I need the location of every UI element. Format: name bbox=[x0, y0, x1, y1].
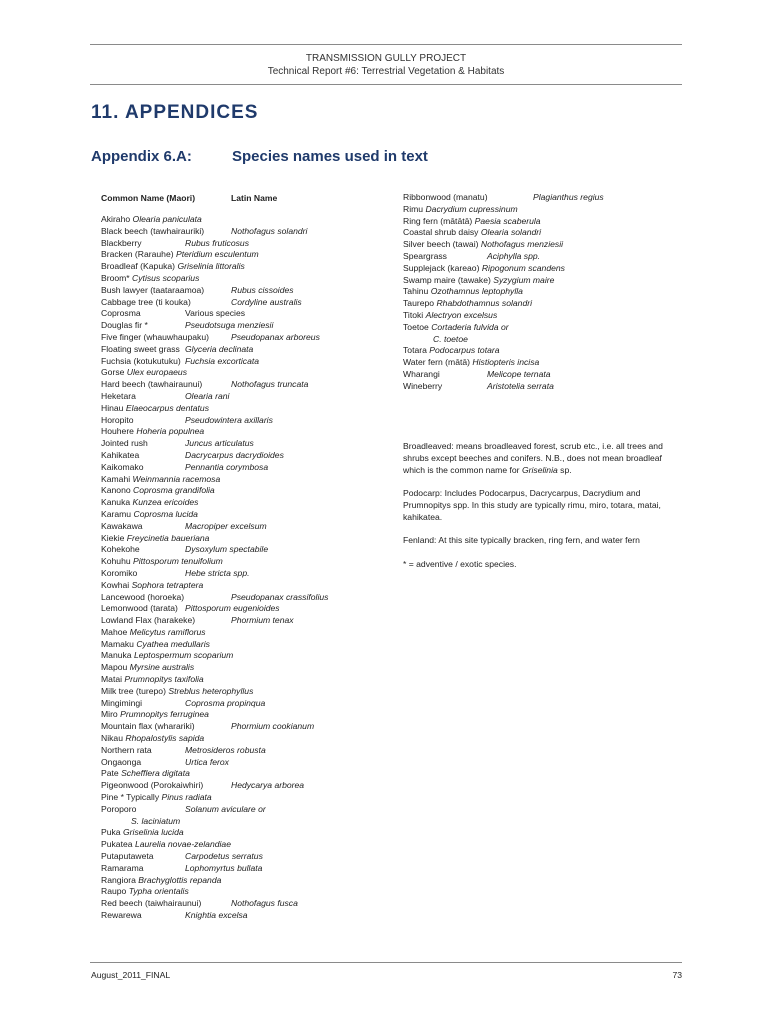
species-row bbox=[101, 615, 381, 627]
species-row bbox=[101, 686, 381, 698]
latin-name: Griselinia littoralis bbox=[177, 261, 245, 272]
note-broadleaved: Broadleaved: means broadleaved forest, scrub etc., i.e. all trees and shrubs except beeches and conifers. N.B., does not mean broadleaf which is the common name for Griselinia sp. bbox=[403, 441, 663, 475]
common-name: Puka bbox=[101, 827, 121, 838]
common-name: Blackberry bbox=[101, 237, 142, 248]
common-name: Five finger (whauwhaupaku) bbox=[101, 331, 209, 342]
latin-name: Coprosma propinqua bbox=[185, 697, 266, 708]
common-name: Kamahi bbox=[101, 473, 131, 484]
species-row bbox=[101, 745, 381, 757]
latin-name: Pennantia corymbosa bbox=[185, 461, 269, 472]
common-name: Putaputaweta bbox=[101, 851, 154, 862]
species-row bbox=[403, 216, 683, 228]
species-row bbox=[101, 674, 381, 686]
latin-name: Alectryon excelsus bbox=[425, 309, 498, 320]
common-name: Rimu bbox=[403, 203, 424, 214]
common-name: Horopito bbox=[101, 414, 134, 425]
common-name: Hard beech (tawhairaunui) bbox=[101, 379, 203, 390]
species-row bbox=[101, 627, 381, 639]
common-name: Coprosma bbox=[101, 308, 141, 319]
common-name: Pine * Typically bbox=[101, 792, 160, 803]
latin-name: Dacrycarpus dacrydioides bbox=[185, 449, 284, 460]
species-row bbox=[101, 886, 381, 898]
common-name: Red beech (taiwhairaunui) bbox=[101, 898, 202, 909]
species-row bbox=[101, 698, 381, 710]
common-name: Mamaku bbox=[101, 638, 134, 649]
species-row bbox=[101, 592, 381, 604]
species-row bbox=[403, 334, 683, 346]
latin-name: Cytisus scoparius bbox=[132, 272, 200, 283]
common-name: Kaikomako bbox=[101, 461, 144, 472]
note-adventive: * = adventive / exotic species. bbox=[403, 558, 517, 569]
common-name: Lemonwood (tarata) bbox=[101, 603, 178, 614]
column-header-latin: Latin Name bbox=[231, 193, 278, 203]
latin-name: Nothofagus solandri bbox=[231, 225, 308, 236]
latin-name: Pseudotsuga menziesii bbox=[185, 320, 274, 331]
common-name: Douglas fir * bbox=[101, 320, 148, 331]
common-name: Gorse bbox=[101, 367, 125, 378]
latin-name: Rhopalostylis sapida bbox=[125, 733, 205, 744]
common-name: Pate bbox=[101, 768, 119, 779]
latin-name: Brachyglottis repanda bbox=[138, 874, 222, 885]
latin-name: Sophora tetraptera bbox=[131, 579, 204, 590]
common-name: Kowhai bbox=[101, 579, 130, 590]
latin-name: Olearia paniculata bbox=[132, 214, 202, 224]
common-name: Kanuka bbox=[101, 497, 131, 508]
common-name: Supplejack (kareao) bbox=[403, 262, 480, 273]
column-header-common: Common Name (Maori) bbox=[101, 193, 196, 203]
species-row bbox=[101, 509, 381, 521]
species-row bbox=[101, 580, 381, 592]
species-row bbox=[101, 238, 381, 250]
common-name: Cabbage tree (ti kouka) bbox=[101, 296, 191, 307]
latin-name: Solanum aviculare or bbox=[185, 803, 266, 814]
top-rule bbox=[90, 44, 682, 45]
species-row bbox=[403, 239, 683, 251]
appendix-label: Appendix 6.A: bbox=[91, 148, 192, 165]
common-name: Milk tree (turepo) bbox=[101, 685, 166, 696]
species-row bbox=[403, 298, 683, 310]
common-name: Kohuhu bbox=[101, 556, 131, 567]
common-name: Ring fern (mātātā) bbox=[403, 215, 473, 226]
common-name: Pigeonwood (Porokaiwhiri) bbox=[101, 780, 204, 791]
latin-name: Cortaderia fulvida or bbox=[431, 321, 509, 332]
common-name: Kohekohe bbox=[101, 544, 140, 555]
common-name: Mapou bbox=[101, 662, 128, 673]
latin-name: Glyceria declinata bbox=[185, 343, 254, 354]
latin-name: Plagianthus regius bbox=[533, 192, 604, 202]
species-row bbox=[101, 497, 381, 509]
latin-name: C. toetoe bbox=[433, 333, 468, 344]
latin-name: Pseudowintera axillaris bbox=[185, 414, 273, 425]
species-row bbox=[101, 367, 381, 379]
latin-name: Juncus articulatus bbox=[185, 438, 254, 449]
latin-name: Prumnopitys taxifolia bbox=[124, 674, 204, 685]
latin-name: Hedycarya arborea bbox=[231, 780, 305, 791]
common-name: Silver beech (tawai) bbox=[403, 239, 479, 250]
common-name: Akiraho bbox=[101, 214, 131, 224]
latin-name: Dacrydium cupressinum bbox=[425, 203, 518, 214]
common-name: Lowland Flax (harakeke) bbox=[101, 615, 196, 626]
species-row bbox=[101, 320, 381, 332]
common-name: Wharangi bbox=[403, 368, 440, 379]
latin-name: Rubus cissoides bbox=[231, 284, 294, 295]
common-name: Mountain flax (wharariki) bbox=[101, 721, 195, 732]
latin-name: Phormium tenax bbox=[231, 615, 294, 626]
species-row bbox=[403, 192, 683, 204]
common-name: Fuchsia (kotukutuku) bbox=[101, 355, 181, 366]
species-row bbox=[101, 344, 381, 356]
species-row bbox=[101, 650, 381, 662]
latin-name: Prumnopitys ferruginea bbox=[120, 709, 209, 720]
species-row bbox=[101, 332, 381, 344]
common-name: Titoki bbox=[403, 309, 424, 320]
latin-name: Streblus heterophyllus bbox=[168, 685, 254, 696]
common-name: Mahoe bbox=[101, 626, 128, 637]
species-row bbox=[101, 308, 381, 320]
species-row bbox=[101, 757, 381, 769]
latin-name: Pseudopanax arboreus bbox=[231, 331, 320, 342]
latin-name: Melicope ternata bbox=[487, 368, 551, 379]
common-name: Broadleaf (Kapuka) bbox=[101, 261, 176, 272]
common-name: Tahinu bbox=[403, 286, 429, 297]
species-row bbox=[101, 898, 381, 910]
species-row bbox=[101, 533, 381, 545]
common-name: Water fern (mātā) bbox=[403, 357, 471, 368]
species-row bbox=[101, 662, 381, 674]
species-row bbox=[101, 827, 381, 839]
latin-name: Phormium cookianum bbox=[231, 721, 315, 732]
section-title: 11. APPENDICES bbox=[91, 102, 259, 123]
latin-name: Dysoxylum spectabile bbox=[185, 544, 269, 555]
species-row bbox=[101, 285, 381, 297]
common-name: Speargrass bbox=[403, 250, 447, 261]
latin-name: Urtica ferox bbox=[185, 756, 229, 767]
species-row bbox=[101, 462, 381, 474]
header-report: Technical Report #6: Terrestrial Vegetation & Habitats bbox=[267, 66, 505, 77]
latin-name: Hoheria populnea bbox=[136, 426, 205, 437]
common-name: Ribbonwood (manatu) bbox=[403, 192, 488, 202]
species-row bbox=[101, 415, 381, 427]
species-row bbox=[101, 780, 381, 792]
species-row bbox=[101, 426, 381, 438]
species-row bbox=[101, 379, 381, 391]
species-row bbox=[101, 910, 381, 922]
common-name: Poroporo bbox=[101, 803, 137, 814]
common-name: Rewarewa bbox=[101, 910, 142, 921]
common-name: Pukatea bbox=[101, 839, 133, 850]
common-name: Kiekie bbox=[101, 532, 125, 543]
species-row bbox=[101, 356, 381, 368]
latin-name: Typha orientalis bbox=[128, 886, 189, 897]
species-row bbox=[101, 804, 381, 816]
species-row bbox=[403, 286, 683, 298]
latin-name: Histiopteris incisa bbox=[472, 357, 540, 368]
latin-name: Nothofagus fusca bbox=[231, 898, 298, 909]
common-name: Lancewood (horoeka) bbox=[101, 591, 185, 602]
latin-name: Macropiper excelsum bbox=[185, 520, 267, 531]
common-name: Coastal shrub daisy bbox=[403, 227, 479, 238]
species-row bbox=[403, 381, 683, 393]
common-name: Totara bbox=[403, 345, 427, 356]
species-row bbox=[403, 357, 683, 369]
species-row bbox=[101, 214, 381, 226]
species-row bbox=[403, 345, 683, 357]
latin-name: Syzygium maire bbox=[493, 274, 555, 285]
latin-name: Pinus radiata bbox=[161, 792, 212, 803]
species-row bbox=[101, 273, 381, 285]
latin-name: Pittosporum tenuifolium bbox=[133, 556, 223, 567]
latin-name: Griselinia lucida bbox=[122, 827, 184, 838]
common-name: Ramarama bbox=[101, 862, 144, 873]
common-name: Kahikatea bbox=[101, 449, 140, 460]
species-row bbox=[101, 603, 381, 615]
latin-name: Olearia solandri bbox=[480, 227, 542, 238]
species-row bbox=[101, 474, 381, 486]
common-name: Kawakawa bbox=[101, 520, 143, 531]
latin-name: S. laciniatum bbox=[131, 815, 181, 826]
latin-name: Ripogonum scandens bbox=[481, 262, 565, 273]
common-name: Toetoe bbox=[403, 321, 429, 332]
species-row bbox=[101, 875, 381, 887]
latin-name: Cyathea medullaris bbox=[136, 638, 210, 649]
common-name: Jointed rush bbox=[101, 438, 148, 449]
latin-name: Myrsine australis bbox=[129, 662, 195, 673]
latin-name: Fuchsia excorticata bbox=[185, 355, 260, 366]
common-name: Heketara bbox=[101, 390, 136, 401]
latin-name: Hebe stricta spp. bbox=[185, 567, 250, 578]
appendix-title: Species names used in text bbox=[232, 148, 428, 165]
common-name: Matai bbox=[101, 674, 123, 685]
common-name: Taurepo bbox=[403, 298, 435, 309]
species-row bbox=[101, 450, 381, 462]
common-name: Kanono bbox=[101, 485, 131, 496]
header-rule bbox=[90, 84, 682, 85]
species-row bbox=[101, 839, 381, 851]
note-podocarp: Podocarp: Includes Podocarpus, Dacrycarpus, Dacrydium and Prumnopitys spp. In this study are typically rimu, miro, totara, matai, kahikatea. bbox=[403, 488, 661, 522]
species-row bbox=[101, 733, 381, 745]
latin-name: Rhabdothamnus solandri bbox=[436, 298, 532, 309]
species-row bbox=[403, 369, 683, 381]
species-row bbox=[101, 863, 381, 875]
latin-name: Weinmannia racemosa bbox=[132, 473, 221, 484]
latin-name: Laurelia novae-zelandiae bbox=[134, 839, 231, 850]
latin-name: Aciphylla spp. bbox=[487, 250, 541, 261]
latin-name: Ozothamnus leptophylla bbox=[430, 286, 523, 297]
species-row bbox=[101, 226, 381, 238]
latin-name: Elaeocarpus dentatus bbox=[125, 402, 209, 413]
species-row bbox=[403, 263, 683, 275]
latin-name: Coprosma grandifolia bbox=[133, 485, 215, 496]
footer-rule bbox=[90, 962, 682, 963]
latin-name: Pteridium esculentum bbox=[176, 249, 259, 260]
latin-name: Melicytus ramiflorus bbox=[129, 626, 206, 637]
latin-name: Cordyline australis bbox=[231, 296, 302, 307]
latin-name: Pittosporum eugenioides bbox=[185, 603, 280, 614]
latin-name: Aristotelia serrata bbox=[487, 380, 554, 391]
species-row bbox=[101, 544, 381, 556]
species-row bbox=[101, 568, 381, 580]
species-row bbox=[403, 251, 683, 263]
note-fenland: Fenland: At this site typically bracken, ring fern, and water fern bbox=[403, 535, 640, 546]
common-name: Black beech (tawhairauriki) bbox=[101, 225, 205, 236]
latin-name: Rubus fruticosus bbox=[185, 237, 250, 248]
footer-date: August_2011_FINAL bbox=[91, 970, 171, 980]
common-name: Koromiko bbox=[101, 567, 138, 578]
species-row bbox=[101, 792, 381, 804]
species-row bbox=[101, 721, 381, 733]
common-name: Rangiora bbox=[101, 874, 136, 885]
latin-name: Kunzea ericoides bbox=[132, 497, 199, 508]
latin-name: Various species bbox=[185, 308, 246, 319]
species-row bbox=[101, 639, 381, 651]
common-name: Bush lawyer (taataraamoa) bbox=[101, 284, 205, 295]
latin-name: Olearia rani bbox=[185, 390, 230, 401]
species-row bbox=[403, 310, 683, 322]
latin-name: Knightia excelsa bbox=[185, 910, 248, 921]
latin-name: Lophomyrtus bullata bbox=[185, 862, 263, 873]
common-name: Raupo bbox=[101, 886, 127, 897]
common-name: Swamp maire (tawake) bbox=[403, 274, 491, 285]
species-row bbox=[101, 485, 381, 497]
species-row bbox=[101, 249, 381, 261]
page-number: 73 bbox=[672, 970, 682, 980]
latin-name: Pseudopanax crassifolius bbox=[231, 591, 329, 602]
common-name: Karamu bbox=[101, 508, 132, 519]
species-row bbox=[403, 227, 683, 239]
latin-name: Podocarpus totara bbox=[429, 345, 500, 356]
common-name: Nikau bbox=[101, 733, 123, 744]
species-row bbox=[101, 403, 381, 415]
latin-name: Leptospermum scoparium bbox=[133, 650, 234, 661]
species-row bbox=[403, 322, 683, 334]
latin-name: Schefflera digitata bbox=[121, 768, 190, 779]
latin-name: Metrosideros robusta bbox=[185, 744, 266, 755]
common-name: Manuka bbox=[101, 650, 132, 661]
common-name: Mingimingi bbox=[101, 697, 143, 708]
species-row bbox=[101, 709, 381, 721]
species-row bbox=[101, 556, 381, 568]
latin-name: Nothofagus truncata bbox=[231, 379, 309, 390]
latin-name: Carpodetus serratus bbox=[185, 851, 263, 862]
common-name: Miro bbox=[101, 709, 118, 720]
species-row bbox=[403, 275, 683, 287]
latin-name: Nothofagus menziesii bbox=[480, 239, 564, 250]
species-row bbox=[101, 438, 381, 450]
common-name: Houhere bbox=[101, 426, 134, 437]
species-list-left bbox=[101, 214, 381, 922]
common-name: Wineberry bbox=[403, 380, 443, 391]
species-row bbox=[101, 297, 381, 309]
species-list-right bbox=[403, 192, 683, 393]
species-row bbox=[101, 521, 381, 533]
latin-name: Ulex europaeus bbox=[126, 367, 187, 378]
common-name: Floating sweet grass bbox=[101, 343, 180, 354]
latin-name: Paesia scaberula bbox=[474, 215, 541, 226]
species-row bbox=[403, 204, 683, 216]
latin-name: Freycinetia baueriana bbox=[126, 532, 210, 543]
latin-name: Coprosma lucida bbox=[133, 508, 198, 519]
header-project: TRANSMISSION GULLY PROJECT bbox=[305, 53, 467, 64]
report-header bbox=[90, 52, 682, 78]
common-name: Hinau bbox=[101, 402, 124, 413]
notes-section bbox=[403, 441, 683, 583]
common-name: Northern rata bbox=[101, 744, 152, 755]
common-name: Ongaonga bbox=[101, 756, 142, 767]
species-row bbox=[101, 768, 381, 780]
common-name: Bracken (Rarauhe) bbox=[101, 249, 174, 260]
species-row bbox=[101, 851, 381, 863]
common-name: Broom* bbox=[101, 272, 130, 283]
species-row bbox=[101, 261, 381, 273]
species-row bbox=[101, 391, 381, 403]
species-row bbox=[101, 816, 381, 828]
